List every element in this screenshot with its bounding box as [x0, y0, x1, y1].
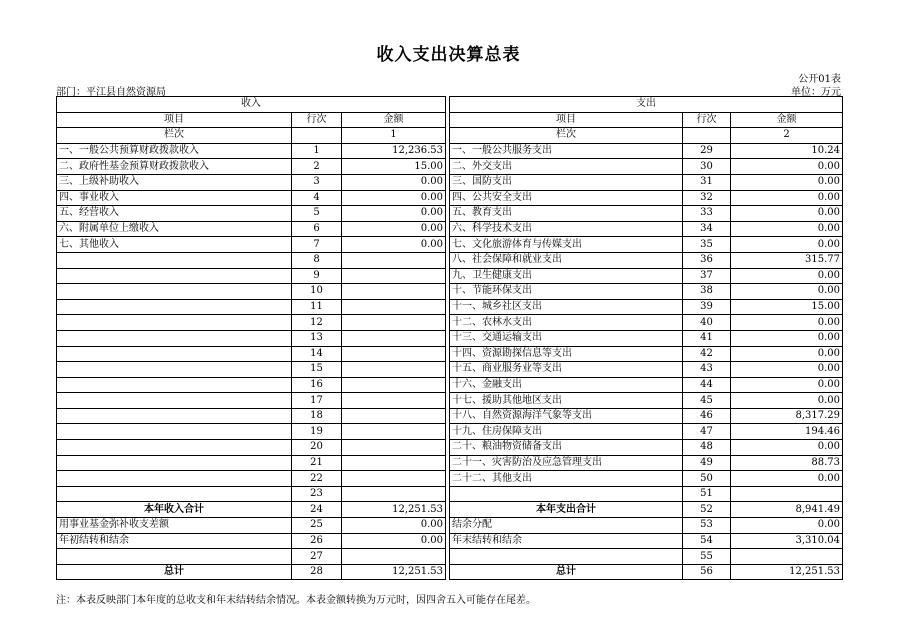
income-row-number-cell: 4: [292, 190, 342, 206]
table-row: [57, 440, 843, 456]
expense-row-number-cell: 56: [683, 564, 731, 580]
income-row-number-cell: 10: [292, 284, 342, 300]
income-item-cell: [57, 330, 292, 346]
header-row-column-numbers: [57, 128, 843, 144]
expense-amount-cell: 0.00: [731, 471, 843, 487]
income-row-number-cell: 14: [292, 346, 342, 362]
income-row-number-cell: 2: [292, 159, 342, 175]
income-row-number-cell: 16: [292, 377, 342, 393]
table-body: [57, 143, 843, 580]
budget-summary-table: [56, 96, 843, 580]
income-row-number-cell: 25: [292, 518, 342, 534]
expense-amount-cell: 0.00: [731, 393, 843, 409]
income-amount-cell: [342, 549, 446, 565]
income-row-number-cell: 26: [292, 533, 342, 549]
income-item-cell: [57, 408, 292, 424]
expense-item-cell: 总计: [450, 564, 683, 580]
table-row: [57, 486, 843, 502]
expense-amount-cell: 0.00: [731, 190, 843, 206]
expense-column-blank: [683, 128, 731, 144]
expense-row-number-cell: 47: [683, 424, 731, 440]
income-amount-cell: [342, 424, 446, 440]
income-item-header: 项目: [57, 112, 292, 128]
income-item-cell: 五、经营收入: [57, 206, 292, 222]
income-item-cell: [57, 362, 292, 378]
expense-row-number-cell: 36: [683, 252, 731, 268]
expense-item-cell: 十五、商业服务业等支出: [450, 362, 683, 378]
income-amount-cell: [342, 486, 446, 502]
table-row: [57, 549, 843, 565]
expense-amount-cell: 0.00: [731, 346, 843, 362]
income-amount-cell: [342, 299, 446, 315]
expense-amount-cell: 0.00: [731, 362, 843, 378]
expense-item-cell: 二十二、其他支出: [450, 471, 683, 487]
expense-amount-cell: 10.24: [731, 143, 843, 159]
expense-amount-cell: 0.00: [731, 268, 843, 284]
table-row: [57, 159, 843, 175]
expense-item-cell: 七、文化旅游体育与传媒支出: [450, 237, 683, 253]
income-item-cell: 三、上级补助收入: [57, 174, 292, 190]
expense-amount-cell: 0.00: [731, 315, 843, 331]
income-amount-cell: [342, 362, 446, 378]
income-amount-cell: 12,251.53: [342, 564, 446, 580]
expense-amount-cell: 15.00: [731, 299, 843, 315]
table-row: [57, 237, 843, 253]
expense-row-number-cell: 43: [683, 362, 731, 378]
income-section-header: 收入: [57, 97, 446, 113]
income-item-cell: [57, 315, 292, 331]
table-row: [57, 143, 843, 159]
income-amount-cell: 12,251.53: [342, 502, 446, 518]
income-amount-cell: [342, 455, 446, 471]
expense-section-header: 支出: [450, 97, 843, 113]
header-row-sections: [57, 97, 843, 113]
income-row-number-cell: 5: [292, 206, 342, 222]
table-row: [57, 533, 843, 549]
table-row: [57, 299, 843, 315]
expense-row-number-cell: 37: [683, 268, 731, 284]
table-row: [57, 315, 843, 331]
income-amount-cell: [342, 268, 446, 284]
income-amount-cell: 0.00: [342, 237, 446, 253]
table-row: [57, 518, 843, 534]
table-row: [57, 346, 843, 362]
income-amount-cell: 0.00: [342, 206, 446, 222]
expense-row-number-cell: 34: [683, 221, 731, 237]
income-item-cell: [57, 393, 292, 409]
income-item-cell: 二、政府性基金预算财政拨款收入: [57, 159, 292, 175]
expense-column-number: 2: [731, 128, 843, 144]
income-item-cell: 年初结转和结余: [57, 533, 292, 549]
expense-item-cell: [450, 549, 683, 565]
income-amount-cell: [342, 315, 446, 331]
table-row: [57, 330, 843, 346]
expense-row-number-cell: 44: [683, 377, 731, 393]
income-row-number-cell: 28: [292, 564, 342, 580]
table-row: [57, 284, 843, 300]
table-row: [57, 502, 843, 518]
expense-row-number-cell: 39: [683, 299, 731, 315]
table-row: [57, 424, 843, 440]
expense-rowno-header: 行次: [683, 112, 731, 128]
expense-item-cell: 六、科学技术支出: [450, 221, 683, 237]
table-row: [57, 455, 843, 471]
expense-row-number-cell: 55: [683, 549, 731, 565]
expense-item-cell: 二、外交支出: [450, 159, 683, 175]
income-row-number-cell: 19: [292, 424, 342, 440]
table-row: [57, 408, 843, 424]
income-amount-cell: 15.00: [342, 159, 446, 175]
expense-item-cell: 一、一般公共服务支出: [450, 143, 683, 159]
expense-row-number-cell: 42: [683, 346, 731, 362]
income-row-number-cell: 11: [292, 299, 342, 315]
expense-amount-cell: 88.73: [731, 455, 843, 471]
expense-row-number-cell: 52: [683, 502, 731, 518]
header-row-columns: [57, 112, 843, 128]
footnote: 注：本表反映部门本年度的总收支和年末结转结余情况。本表金额转换为万元时，因四舍五入可能存在尾差。: [56, 595, 536, 606]
income-row-number-cell: 9: [292, 268, 342, 284]
expense-item-cell: 十七、援助其他地区支出: [450, 393, 683, 409]
income-item-cell: 总计: [57, 564, 292, 580]
income-row-number-cell: 8: [292, 252, 342, 268]
income-amount-cell: [342, 252, 446, 268]
income-item-cell: [57, 549, 292, 565]
expense-row-number-cell: 45: [683, 393, 731, 409]
income-item-cell: 本年收入合计: [57, 502, 292, 518]
expense-item-cell: 结余分配: [450, 518, 683, 534]
expense-item-cell: 九、卫生健康支出: [450, 268, 683, 284]
expense-row-number-cell: 49: [683, 455, 731, 471]
expense-amount-header: 金额: [731, 112, 843, 128]
income-item-cell: [57, 252, 292, 268]
income-amount-cell: 0.00: [342, 221, 446, 237]
expense-item-cell: 三、国防支出: [450, 174, 683, 190]
expense-item-cell: 四、公共安全支出: [450, 190, 683, 206]
table-row: [57, 377, 843, 393]
income-row-number-cell: 15: [292, 362, 342, 378]
income-row-number-cell: 23: [292, 486, 342, 502]
income-row-number-cell: 17: [292, 393, 342, 409]
expense-row-number-cell: 29: [683, 143, 731, 159]
expense-item-header: 项目: [450, 112, 683, 128]
expense-item-cell: 十九、住房保障支出: [450, 424, 683, 440]
income-item-cell: [57, 440, 292, 456]
expense-row-number-cell: 35: [683, 237, 731, 253]
expense-item-cell: 十四、资源勘探信息等支出: [450, 346, 683, 362]
income-amount-cell: [342, 393, 446, 409]
table-row: [57, 190, 843, 206]
table-row: [57, 471, 843, 487]
expense-item-cell: 十三、交通运输支出: [450, 330, 683, 346]
income-row-number-cell: 22: [292, 471, 342, 487]
income-amount-cell: [342, 471, 446, 487]
income-row-number-cell: 20: [292, 440, 342, 456]
expense-row-number-cell: 40: [683, 315, 731, 331]
unit-label: 单位：万元: [791, 87, 841, 98]
expense-amount-cell: 12,251.53: [731, 564, 843, 580]
table-row: [57, 206, 843, 222]
expense-amount-cell: 0.00: [731, 174, 843, 190]
expense-row-number-cell: 41: [683, 330, 731, 346]
income-item-cell: 四、事业收入: [57, 190, 292, 206]
income-rowno-header: 行次: [292, 112, 342, 128]
expense-amount-cell: 0.00: [731, 284, 843, 300]
expense-item-cell: 十八、自然资源海洋气象等支出: [450, 408, 683, 424]
table-row: [57, 252, 843, 268]
income-item-cell: [57, 346, 292, 362]
income-column-label: 栏次: [57, 128, 292, 144]
expense-row-number-cell: 31: [683, 174, 731, 190]
income-item-cell: 用事业基金弥补收支差额: [57, 518, 292, 534]
expense-amount-cell: [731, 549, 843, 565]
expense-amount-cell: [731, 486, 843, 502]
expense-row-number-cell: 53: [683, 518, 731, 534]
income-amount-header: 金额: [342, 112, 446, 128]
income-amount-cell: 12,236.53: [342, 143, 446, 159]
department-label: 部门：平江县自然资源局: [56, 87, 166, 98]
income-row-number-cell: 12: [292, 315, 342, 331]
income-item-cell: 六、附属单位上缴收入: [57, 221, 292, 237]
expense-amount-cell: 8,941.49: [731, 502, 843, 518]
expense-amount-cell: 3,310.04: [731, 533, 843, 549]
expense-item-cell: 二十、粮油物资储备支出: [450, 440, 683, 456]
income-row-number-cell: 24: [292, 502, 342, 518]
income-row-number-cell: 6: [292, 221, 342, 237]
expense-amount-cell: 194.46: [731, 424, 843, 440]
income-item-cell: [57, 486, 292, 502]
income-item-cell: [57, 299, 292, 315]
income-item-cell: [57, 284, 292, 300]
income-amount-cell: [342, 284, 446, 300]
income-amount-cell: [342, 346, 446, 362]
table-row: [57, 362, 843, 378]
income-amount-cell: [342, 330, 446, 346]
expense-item-cell: 二十一、灾害防治及应急管理支出: [450, 455, 683, 471]
table-row: [57, 268, 843, 284]
expense-item-cell: 十二、农林水支出: [450, 315, 683, 331]
expense-row-number-cell: 32: [683, 190, 731, 206]
income-amount-cell: 0.00: [342, 518, 446, 534]
income-row-number-cell: 13: [292, 330, 342, 346]
expense-column-label: 栏次: [450, 128, 683, 144]
income-item-cell: [57, 471, 292, 487]
income-item-cell: [57, 268, 292, 284]
income-item-cell: 七、其他收入: [57, 237, 292, 253]
income-row-number-cell: 3: [292, 174, 342, 190]
expense-amount-cell: 0.00: [731, 206, 843, 222]
expense-amount-cell: 0.00: [731, 518, 843, 534]
expense-amount-cell: 0.00: [731, 159, 843, 175]
income-amount-cell: [342, 408, 446, 424]
expense-amount-cell: 0.00: [731, 377, 843, 393]
income-amount-cell: [342, 440, 446, 456]
expense-item-cell: 八、社会保障和就业支出: [450, 252, 683, 268]
expense-row-number-cell: 50: [683, 471, 731, 487]
expense-amount-cell: 0.00: [731, 440, 843, 456]
expense-row-number-cell: 48: [683, 440, 731, 456]
table-row: [57, 393, 843, 409]
income-item-cell: [57, 377, 292, 393]
income-row-number-cell: 7: [292, 237, 342, 253]
expense-amount-cell: 315.77: [731, 252, 843, 268]
income-amount-cell: 0.00: [342, 533, 446, 549]
expense-amount-cell: 0.00: [731, 330, 843, 346]
income-row-number-cell: 27: [292, 549, 342, 565]
expense-item-cell: 本年支出合计: [450, 502, 683, 518]
expense-item-cell: 十、节能环保支出: [450, 284, 683, 300]
expense-row-number-cell: 54: [683, 533, 731, 549]
income-amount-cell: 0.00: [342, 174, 446, 190]
income-column-blank: [292, 128, 342, 144]
form-code: 公开01表: [798, 74, 841, 85]
expense-row-number-cell: 38: [683, 284, 731, 300]
income-amount-cell: [342, 377, 446, 393]
income-item-cell: [57, 455, 292, 471]
expense-item-cell: 十一、城乡社区支出: [450, 299, 683, 315]
table-row: [57, 221, 843, 237]
income-item-cell: 一、一般公共预算财政拨款收入: [57, 143, 292, 159]
income-item-cell: [57, 424, 292, 440]
income-row-number-cell: 18: [292, 408, 342, 424]
expense-item-cell: 年末结转和结余: [450, 533, 683, 549]
income-amount-cell: 0.00: [342, 190, 446, 206]
report-title: 收入支出决算总表: [376, 45, 521, 65]
expense-row-number-cell: 33: [683, 206, 731, 222]
income-column-number: 1: [342, 128, 446, 144]
table-row: [57, 174, 843, 190]
expense-amount-cell: 8,317.29: [731, 408, 843, 424]
income-row-number-cell: 1: [292, 143, 342, 159]
expense-item-cell: 五、教育支出: [450, 206, 683, 222]
expense-item-cell: 十六、金融支出: [450, 377, 683, 393]
expense-row-number-cell: 51: [683, 486, 731, 502]
expense-amount-cell: 0.00: [731, 221, 843, 237]
expense-amount-cell: 0.00: [731, 237, 843, 253]
expense-row-number-cell: 46: [683, 408, 731, 424]
expense-row-number-cell: 30: [683, 159, 731, 175]
expense-item-cell: [450, 486, 683, 502]
table-row: [57, 564, 843, 580]
income-row-number-cell: 21: [292, 455, 342, 471]
